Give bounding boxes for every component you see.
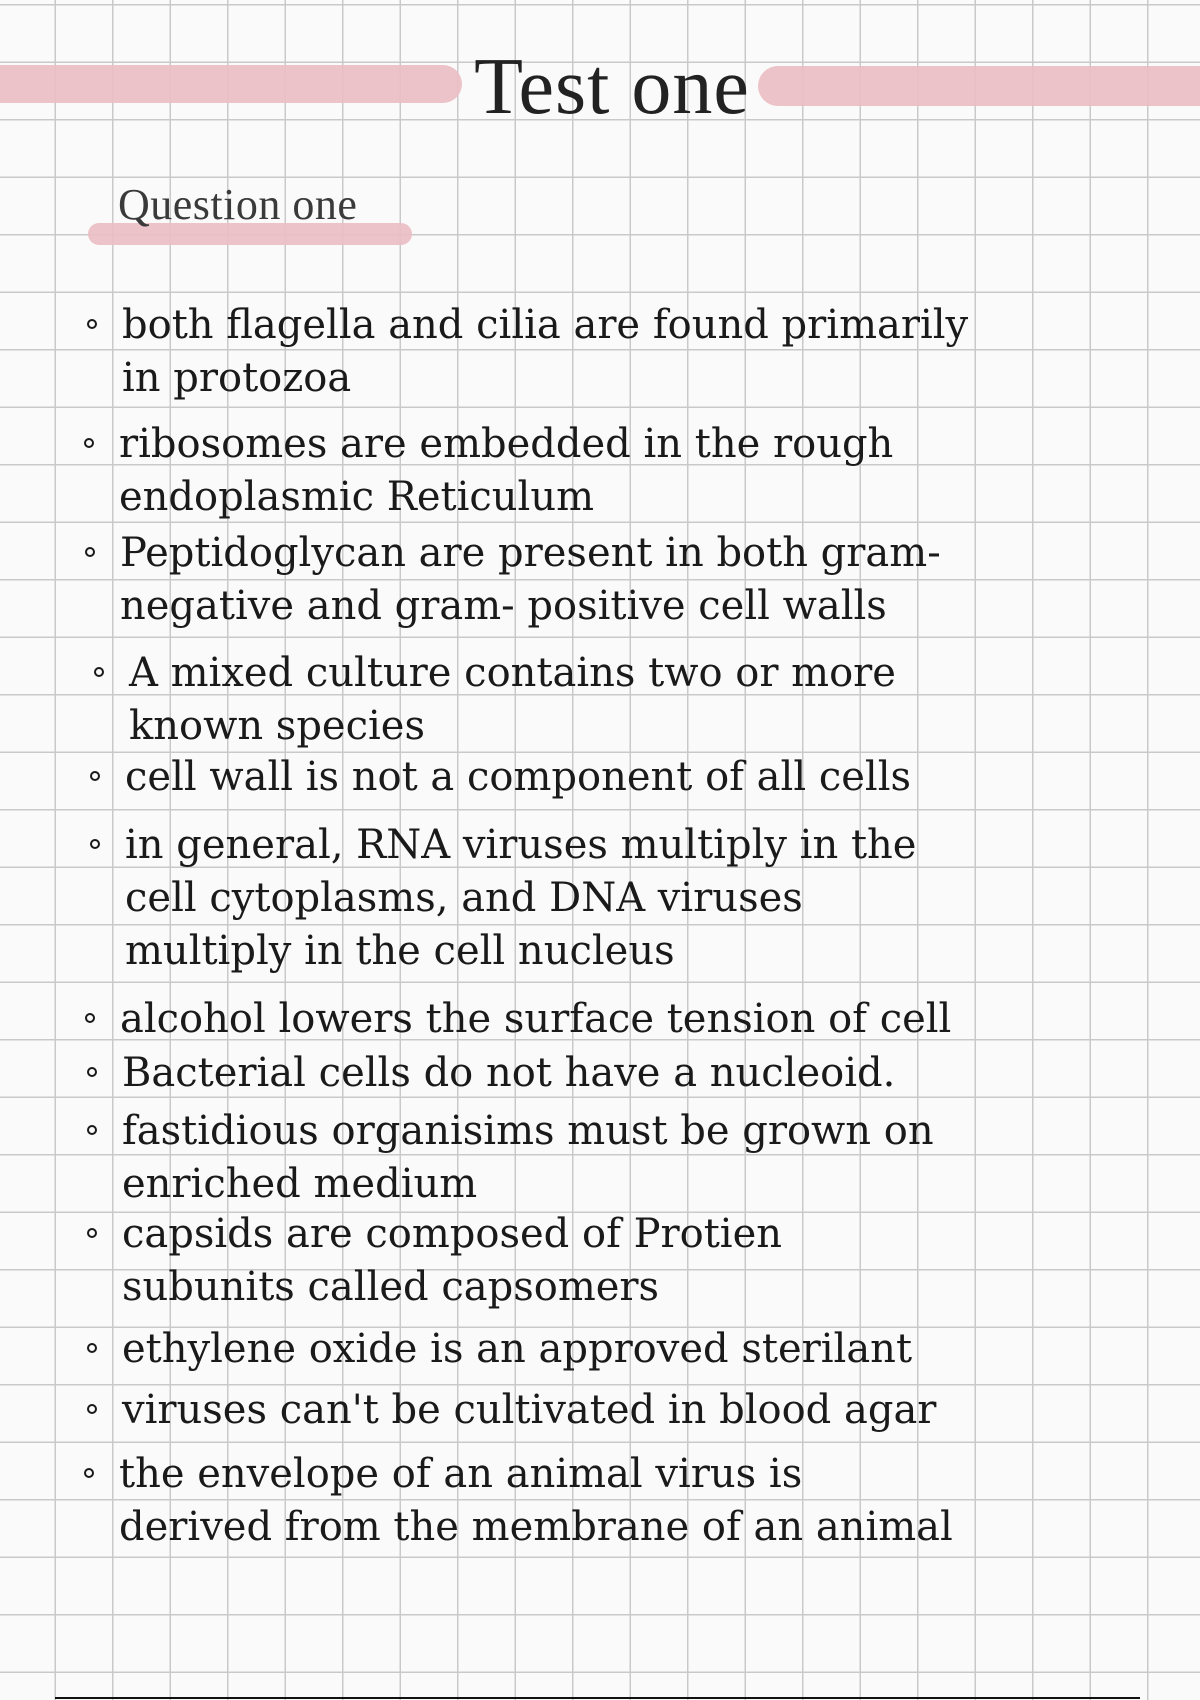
list-item-line: enriched medium: [122, 1161, 478, 1207]
list-item-line: capsids are composed of Protien: [122, 1211, 783, 1257]
title-highlight-left: [0, 65, 462, 103]
title-highlight-right: [758, 66, 1200, 106]
page-title: Test one: [474, 43, 750, 131]
list-item-line: fastidious organisims must be grown on: [122, 1108, 934, 1154]
list-item: [120, 993, 951, 1046]
list-item: [122, 1384, 936, 1437]
bullet-icon: [84, 1468, 94, 1478]
list-item: [122, 1047, 895, 1100]
bullet-icon: [87, 1228, 97, 1238]
list-item-line: cell wall is not a component of all cells: [125, 754, 912, 800]
section-heading: Question one: [118, 180, 358, 229]
list-item: [120, 527, 941, 633]
list-item-line: derived from the membrane of an animal: [119, 1504, 953, 1550]
bullet-icon: [90, 771, 100, 781]
list-item-line: known species: [129, 703, 425, 749]
list-item-line: endoplasmic Reticulum: [119, 474, 595, 520]
bullet-icon: [87, 1067, 97, 1077]
list-item-line: ribosomes are embedded in the rough: [119, 421, 894, 467]
list-item-line: negative and gram- positive cell walls: [120, 583, 887, 629]
list-item: [119, 1448, 953, 1554]
list-item: [122, 1208, 782, 1314]
list-item: [122, 299, 968, 405]
bullet-icon: [94, 667, 104, 677]
list-item-line: in protozoa: [122, 355, 352, 401]
list-item: [119, 418, 893, 524]
list-item-line: A mixed culture contains two or more: [129, 650, 896, 696]
list-item-line: Bacterial cells do not have a nucleoid.: [122, 1050, 896, 1096]
list-item: [122, 1105, 934, 1211]
bullet-icon: [87, 1125, 97, 1135]
list-item: [125, 819, 916, 978]
list-item: [129, 647, 896, 753]
bullet-icon: [85, 1013, 95, 1023]
bullet-icon: [84, 438, 94, 448]
list-item-line: alcohol lowers the surface tension of cell: [120, 996, 952, 1042]
bullet-icon: [87, 1404, 97, 1414]
list-item: [125, 751, 911, 804]
bullet-icon: [87, 319, 97, 329]
list-item-line: multiply in the cell nucleus: [125, 928, 675, 974]
list-item-line: the envelope of an animal virus is: [119, 1451, 803, 1497]
list-item-line: both flagella and cilia are found primarily: [122, 302, 969, 348]
list-item-line: Peptidoglycan are present in both gram-: [120, 530, 941, 576]
list-item-line: in general, RNA viruses multiply in the: [125, 822, 917, 868]
list-item-line: subunits called capsomers: [122, 1264, 660, 1310]
bullet-icon: [87, 1343, 97, 1353]
bullet-icon: [90, 839, 100, 849]
list-item-line: viruses can't be cultivated in blood agar: [122, 1387, 937, 1433]
bottom-rule: [55, 1697, 1140, 1699]
list-item-line: cell cytoplasms, and DNA viruses: [125, 875, 803, 921]
bullet-icon: [85, 547, 95, 557]
list-item: [122, 1323, 912, 1376]
list-item-line: ethylene oxide is an approved sterilant: [122, 1326, 913, 1372]
